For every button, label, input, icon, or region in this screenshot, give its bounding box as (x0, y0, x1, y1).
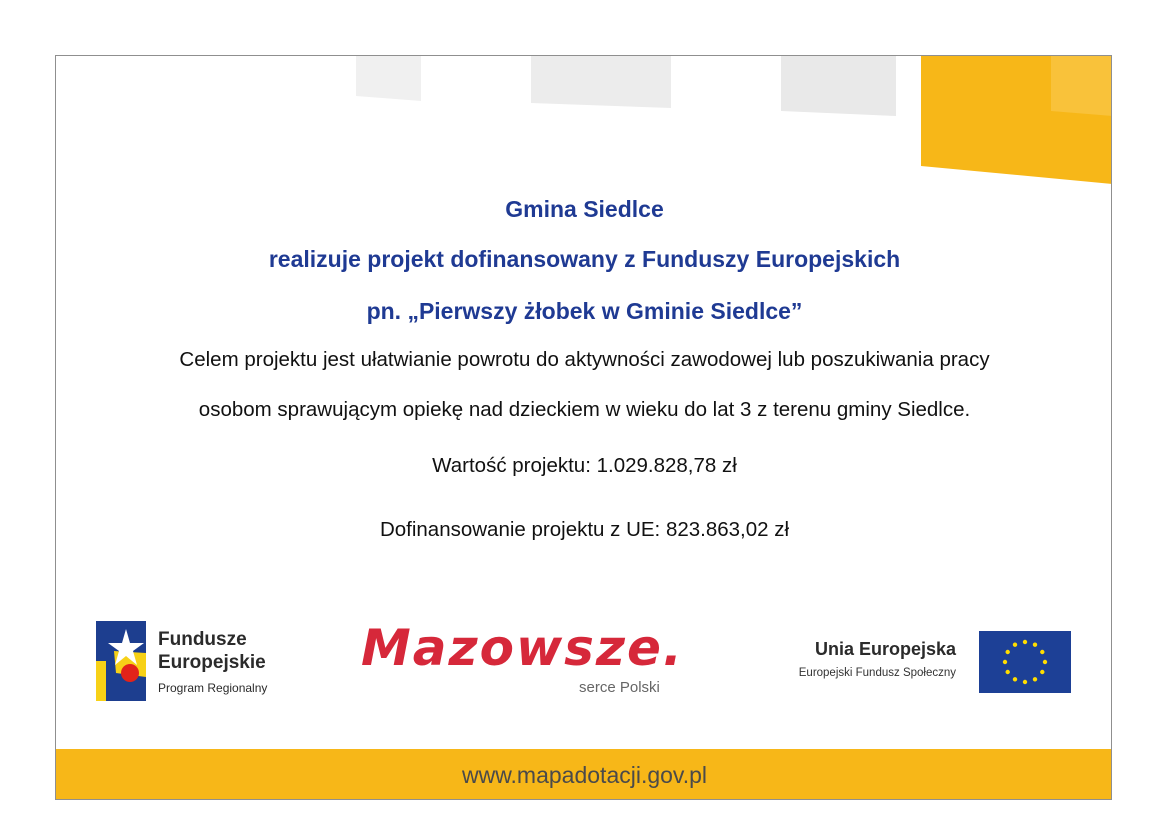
eu-star (1033, 677, 1037, 681)
poster-frame (55, 55, 1112, 800)
fe-line-2: Europejskie (158, 652, 266, 673)
description-line-2: osobom sprawującym opiekę nad dzieckiem w wieku do lat 3 z terenu gminy Siedlce. (198, 398, 971, 421)
footer-bar (56, 749, 1112, 800)
footer-url[interactable]: www.mapadotacji.gov.pl (461, 762, 708, 788)
eu-star (1006, 670, 1010, 674)
eu-logo (746, 631, 1071, 697)
fe-star-icon (96, 621, 146, 701)
description-line-1: Celem projektu jest ułatwianie powrotu do aktywności zawodowej lub poszukiwania pracy (179, 348, 990, 371)
heading-project-intro: realizuje projekt dofinansowany z Funduszy Europejskich (268, 246, 901, 272)
eu-subtitle: Europejski Fundusz Społeczny (798, 667, 956, 679)
fe-line-3: Program Regionalny (158, 681, 268, 695)
eu-star (1033, 643, 1037, 647)
fe-line-1: Fundusze (158, 629, 247, 650)
mazowsze-tagline: serce Polski (579, 679, 660, 696)
eu-funding-value: Dofinansowanie projektu z UE: 823.863,02 zł (379, 518, 790, 541)
mazowsze-wordmark: Mazowsze. (361, 619, 684, 677)
eu-star (1040, 670, 1044, 674)
header-decoration (56, 56, 1112, 256)
eu-star (1013, 643, 1017, 647)
eu-flag-icon (979, 631, 1071, 693)
logos-bar (56, 621, 1112, 731)
eu-star (1006, 650, 1010, 654)
eu-star (1003, 660, 1007, 664)
eu-star (1043, 660, 1047, 664)
heading-municipality: Gmina Siedlce (505, 196, 664, 222)
eu-title: Unia Europejska (814, 639, 956, 659)
heading-project-name: pn. „Pierwszy żłobek w Gminie Siedlce” (366, 298, 803, 324)
fundusze-europejskie-logo (96, 621, 316, 701)
eu-star (1023, 680, 1027, 684)
project-value: Wartość projektu: 1.029.828,78 zł (432, 454, 737, 477)
eu-star (1023, 640, 1027, 644)
mazowsze-logo (361, 621, 701, 701)
eu-star (1040, 650, 1044, 654)
eu-star (1013, 677, 1017, 681)
